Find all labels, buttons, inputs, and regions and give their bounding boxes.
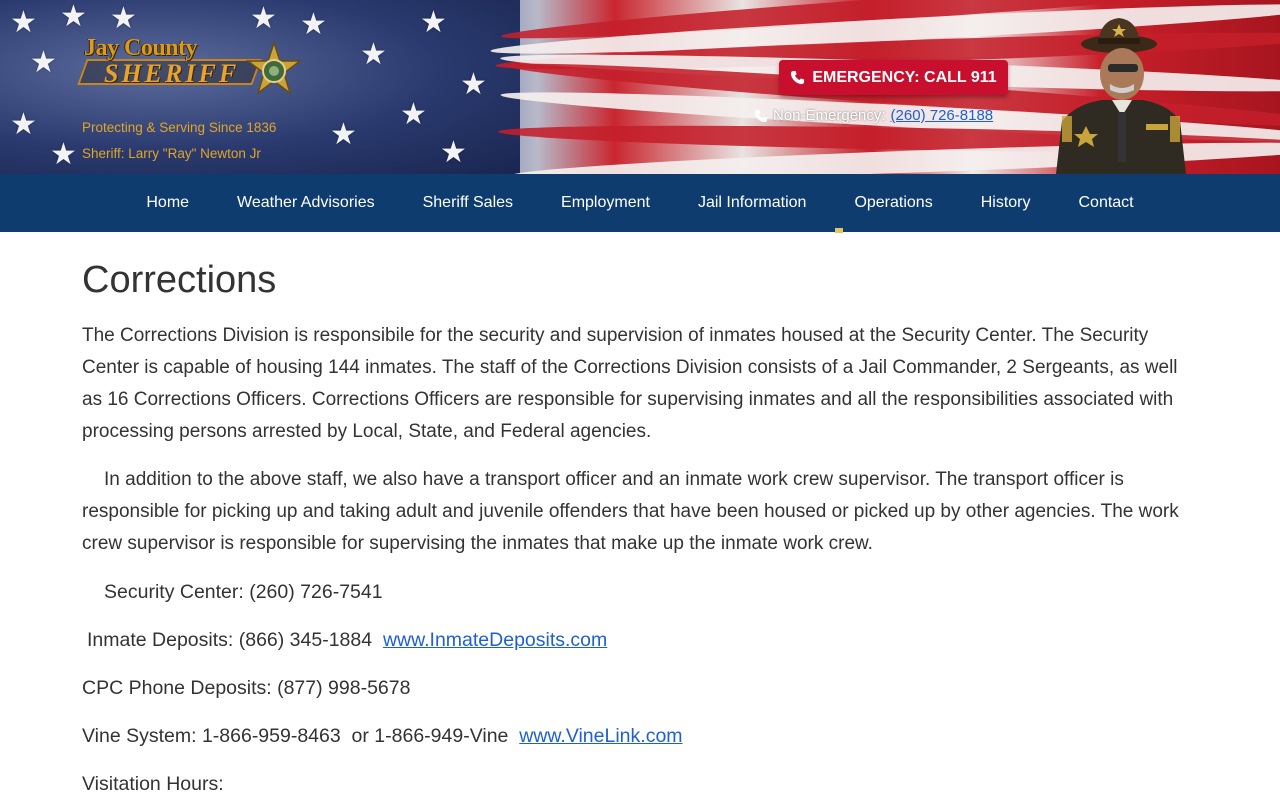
emergency-button[interactable] <box>779 60 1008 95</box>
flag-star-icon: ★ <box>400 98 427 131</box>
logo-sheriff-text: SHERIFF <box>104 59 240 88</box>
non-emergency-label: Non-Emergency: <box>773 107 886 124</box>
tagline: Protecting & Serving Since 1836 <box>82 120 277 135</box>
inmate-deposits-text: Inmate Deposits: (866) 345-1884 <box>87 629 373 651</box>
flag-star-icon: ★ <box>60 0 87 33</box>
site-logo[interactable] <box>82 33 312 113</box>
flag-star-icon: ★ <box>300 8 327 41</box>
non-emergency-phone-link[interactable]: (260) 726-8188 <box>890 107 994 124</box>
sheriff-name: Sheriff: Larry "Ray" Newton Jr <box>82 146 261 161</box>
page-title: Corrections <box>82 259 277 301</box>
flag-star-icon: ★ <box>330 118 357 151</box>
flag-star-icon: ★ <box>440 136 467 169</box>
flag-star-icon: ★ <box>30 46 57 79</box>
phone-icon <box>790 70 805 85</box>
main-content <box>82 232 1202 800</box>
site-header <box>0 0 1280 174</box>
flag-star-icon: ★ <box>10 108 37 141</box>
nav-item-weather-advisories[interactable]: Weather Advisories <box>237 194 375 211</box>
vine-system-text: Vine System: 1-866-959-8463 or 1-866-949-Vine <box>82 725 509 747</box>
flag-star-icon: ★ <box>460 68 487 101</box>
flag-star-icon: ★ <box>250 2 277 35</box>
sheriff-portrait <box>1046 16 1192 174</box>
nav-item-jail-information[interactable]: Jail Information <box>697 194 807 211</box>
flag-star-icon: ★ <box>10 6 37 39</box>
flag-star-icon: ★ <box>360 38 387 71</box>
nav-item-contact[interactable]: Contact <box>1078 194 1134 211</box>
cpc-phone-deposits: CPC Phone Deposits: (877) 998-5678 <box>82 677 411 699</box>
nav-item-operations[interactable]: Operations <box>854 194 933 211</box>
corrections-intro-paragraph: The Corrections Division is responsibile for the security and supervision of inmates housed at the Security Center. The Security Center is capable of housing 144 inmates. The staff of the Corrections Division consists of a Jail Commander, 2 Sergeants, as well as 16 Corrections Officers. Corrections Officers are responsible for supervising inmates and all the responsibilities associated with processing persons arrested by Local, State, and Federal agencies. <box>82 325 1178 442</box>
vinelink-link[interactable]: www.VineLink.com <box>519 725 683 747</box>
emergency-label: EMERGENCY: CALL 911 <box>812 68 997 86</box>
nav-item-home[interactable]: Home <box>146 194 190 211</box>
visitation-hours-heading: Visitation Hours: <box>82 773 224 795</box>
nav-item-history[interactable]: History <box>980 194 1031 211</box>
logo-county-text: Jay County <box>84 35 198 61</box>
nav-item-sheriff-sales[interactable]: Sheriff Sales <box>422 194 514 211</box>
phone-icon <box>754 109 768 123</box>
flag-star-icon: ★ <box>50 138 77 171</box>
security-center-phone: Security Center: (260) 726-7541 <box>104 581 383 603</box>
main-nav <box>0 174 1280 232</box>
flag-star-icon: ★ <box>420 6 447 39</box>
flag-star-icon: ★ <box>110 2 137 35</box>
inmate-deposits-link[interactable]: www.InmateDeposits.com <box>382 629 608 651</box>
vine-system-line <box>82 720 1202 752</box>
nav-item-employment[interactable]: Employment <box>561 194 650 211</box>
non-emergency-line <box>754 107 993 124</box>
inmate-deposits-line <box>82 624 1202 656</box>
corrections-staff-paragraph: In addition to the above staff, we also have a transport officer and an inmate work crew supervisor. The transport officer is responsible for picking up and taking adult and juvenile offenders that have been housed or picked up by other agencies. The work crew supervisor is responsible for supervising the inmates that make up the inmate work crew. <box>82 469 1179 554</box>
star-badge-icon <box>244 41 304 101</box>
